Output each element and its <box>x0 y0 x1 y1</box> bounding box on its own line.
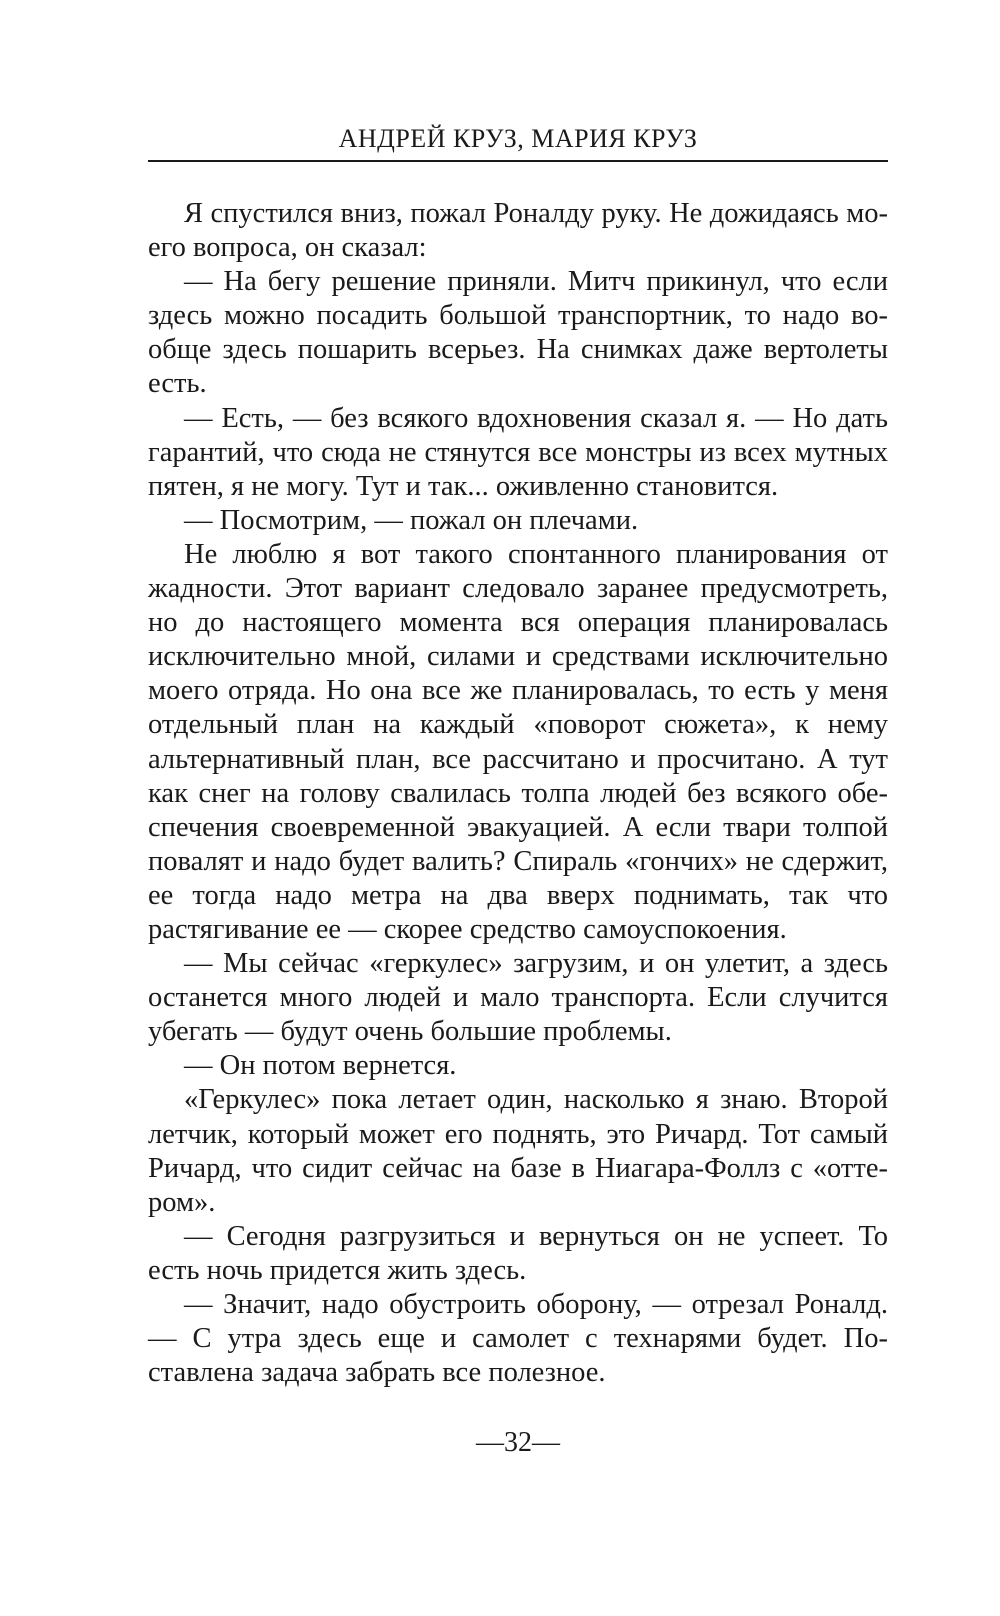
paragraph: — Есть, — без всякого вдохновения сказал я. — Но дать гарантий, что сюда не стянутся все монстры из всех мутных пятен, я не могу. Тут и так... оживленно становится. <box>148 402 888 502</box>
paragraph: — На бегу решение приняли. Митч прикинул, что если здесь можно посадить большой транспортник, то надо вообще здесь пошарить всерьез. На снимках даже вертолеты есть. <box>148 266 888 400</box>
running-head: АНДРЕЙ КРУЗ, МАРИЯ КРУЗ <box>338 124 698 153</box>
paragraph: — Посмотрим, — пожал он плечами. <box>184 504 639 536</box>
paragraph: — Сегодня разгрузиться и вернуться он не успеет. То есть ночь придется жить здесь. <box>148 1220 888 1286</box>
paragraph: Не люблю я вот такого спонтанного планирования от жадности. Этот вариант следовало заранее предусмотреть, но до настоящего момента вся операция планировалась исключительно мной, силами и средствами исключительно моего отряда. Но она все же планировалась, то есть у меня отдельный план на каждый «поворот сюжета», к нему альтернативный план, все рассчитано и просчитано. А тут как снег на голову свалилась толпа людей без всякого обеспечения своевременной эвакуацией. А если твари толпой повалят и надо будет валить? Спираль «гончих» не сдержит, ее тогда надо метра на два вверх поднимать, так что растягивание ее — скорее средство самоуспокоения. <box>148 538 888 945</box>
paragraph: Я спустился вниз, пожал Роналду руку. Не дожидаясь моего вопроса, он сказал: <box>148 198 888 264</box>
paragraph: — Он потом вернется. <box>184 1050 457 1082</box>
header-rule <box>148 160 888 162</box>
body-text <box>148 197 888 1390</box>
paragraph: — Мы сейчас «геркулес» загрузим, и он улетит, а здесь останется много людей и мало транспорта. Если случится убегать — будут очень большие проблемы. <box>148 948 888 1048</box>
paragraph: «Геркулес» пока летает один, насколько я знаю. Второй летчик, который может его поднять, это Ричард. Тот самый Ричард, что сидит сейчас на базе в Ниагара-Фоллз с «оттером». <box>148 1084 888 1218</box>
paragraph: — Значит, надо обустроить оборону, — отрезал Роналд. — С утра здесь еще и самолет с технарями будет. Поставлена задача забрать все полезное. <box>148 1289 888 1389</box>
page-number: —32— <box>476 1427 560 1458</box>
